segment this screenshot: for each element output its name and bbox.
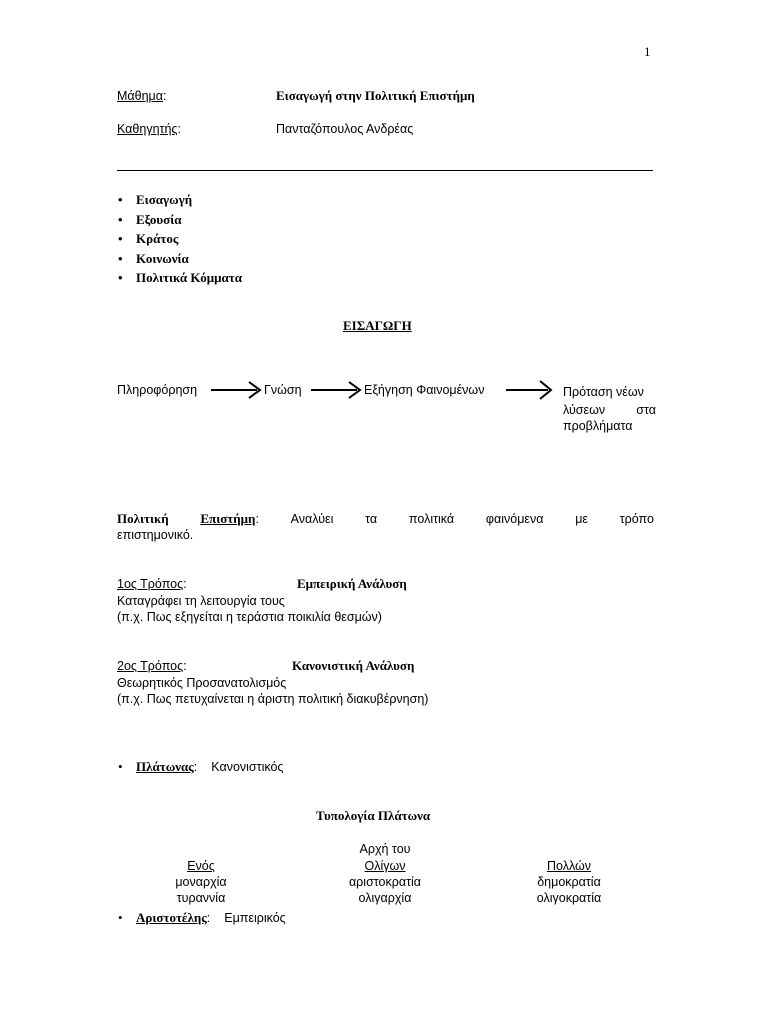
definition-term-word1: Πολιτική	[117, 511, 169, 526]
flow-step-explanation: Εξήγηση Φαινομένων	[364, 383, 485, 397]
bullet-icon: •	[118, 270, 123, 285]
topic-label: Κράτος	[136, 231, 179, 246]
plato-colon: :	[193, 760, 198, 774]
typology-header: Ολίγων	[364, 859, 406, 873]
definition-colon: :	[255, 512, 259, 526]
subject-label: Μάθημα	[117, 89, 163, 103]
typology-column-one	[126, 858, 276, 906]
bullet-icon: •	[118, 192, 123, 207]
typology-good-form: δημοκρατία	[537, 875, 601, 889]
typology-column-many	[494, 858, 644, 906]
method1-title: Εμπειρική Ανάλυση	[297, 576, 407, 591]
definition-word: πολιτικά	[408, 512, 455, 526]
typology-header: Πολλών	[546, 859, 592, 873]
teacher-label: Καθηγητής	[117, 122, 178, 136]
flow-step-proposal-line1: Πρόταση νέων	[563, 385, 644, 399]
subject-value: Εισαγωγή στην Πολιτική Επιστήμη	[276, 88, 475, 103]
typology-bad-form: ολιγοκρατία	[536, 891, 602, 905]
list-item	[118, 210, 242, 230]
bullet-icon: •	[118, 211, 123, 227]
bullet-icon: •	[118, 250, 123, 266]
subject-label-row	[117, 89, 166, 103]
header-divider	[117, 170, 653, 171]
definition-word: τα	[365, 512, 378, 526]
method2-line1: Θεωρητικός Προσανατολισμός	[117, 676, 287, 690]
bullet-icon: •	[118, 759, 123, 774]
typology-header: Ενός	[187, 859, 215, 873]
plato-value: Κανονιστικός	[211, 760, 284, 774]
list-item	[118, 190, 242, 210]
method2-label-row	[117, 659, 187, 673]
section-title: ΕΙΣΑΓΩΓΗ	[343, 318, 412, 333]
typology-column-few	[310, 858, 460, 906]
topic-label: Εξουσία	[136, 211, 182, 227]
flow-step-knowledge: Γνώση	[264, 383, 302, 397]
topic-label: Πολιτικά Κόμματα	[136, 270, 243, 285]
flow-step-information: Πληροφόρηση	[117, 383, 198, 397]
method1-colon: :	[183, 577, 187, 591]
page-number: 1	[644, 44, 651, 59]
typology-good-form: μοναρχία	[175, 875, 227, 889]
bullet-icon: •	[118, 231, 123, 246]
aristotle-value: Εμπειρικός	[224, 911, 286, 925]
method1-label-row	[117, 577, 187, 591]
definition-word: τρόπο	[619, 512, 654, 526]
arrow-right-icon	[506, 379, 554, 401]
method2-title: Κανονιστική Ανάλυση	[292, 658, 415, 673]
method2-line2: (π.χ. Πως πετυχαίνεται η άριστη πολιτική διακυβέρνηση)	[117, 692, 429, 706]
aristotle-colon: :	[206, 911, 211, 925]
typology-good-form: αριστοκρατία	[348, 875, 422, 889]
teacher-value: Πανταζόπουλος Ανδρέας	[276, 122, 414, 136]
plato-row	[118, 758, 283, 776]
method1-line2: (π.χ. Πως εξηγείται η τεράστια ποικιλία θεσμών)	[117, 610, 382, 624]
definition-term-word2: Επιστήμη	[200, 511, 256, 526]
plato-rule-heading: Αρχή του	[359, 842, 411, 856]
bullet-icon: •	[118, 910, 123, 925]
definition-line2: επιστημονικό.	[117, 528, 194, 542]
subject-colon: :	[162, 89, 167, 103]
definition-word: φαινόμενα	[485, 512, 544, 526]
definition-line1	[117, 510, 654, 528]
list-item	[118, 229, 242, 249]
topic-list	[118, 190, 242, 288]
topic-label: Κοινωνία	[136, 250, 189, 266]
arrow-right-icon	[311, 380, 363, 400]
flow-word: λύσεων	[563, 403, 606, 417]
typology-bad-form: τυραννία	[176, 891, 226, 905]
flow-word: στα	[636, 403, 656, 417]
method1-label: 1ος Τρόπος	[117, 577, 184, 591]
aristotle-name: Αριστοτέλης	[136, 910, 207, 925]
teacher-label-row	[117, 122, 181, 136]
topic-label: Εισαγωγή	[136, 192, 193, 207]
plato-name: Πλάτωνας	[136, 759, 194, 774]
plato-typology-title: Τυπολογία Πλάτωνα	[316, 808, 431, 823]
typology-bad-form: ολιγαρχία	[358, 891, 412, 905]
list-item	[118, 268, 242, 288]
definition-word: Αναλύει	[290, 512, 334, 526]
definition-word: με	[575, 512, 588, 526]
method2-colon: :	[183, 659, 187, 673]
aristotle-row	[118, 909, 286, 927]
method1-line1: Καταγράφει τη λειτουργία τους	[117, 594, 285, 608]
flow-step-proposal-line2	[563, 403, 656, 417]
method2-label: 2ος Τρόπος	[117, 659, 184, 673]
teacher-colon: :	[177, 122, 181, 136]
list-item	[118, 249, 242, 269]
flow-step-proposal-line3: προβλήματα	[563, 419, 633, 433]
arrow-right-icon	[211, 380, 263, 400]
